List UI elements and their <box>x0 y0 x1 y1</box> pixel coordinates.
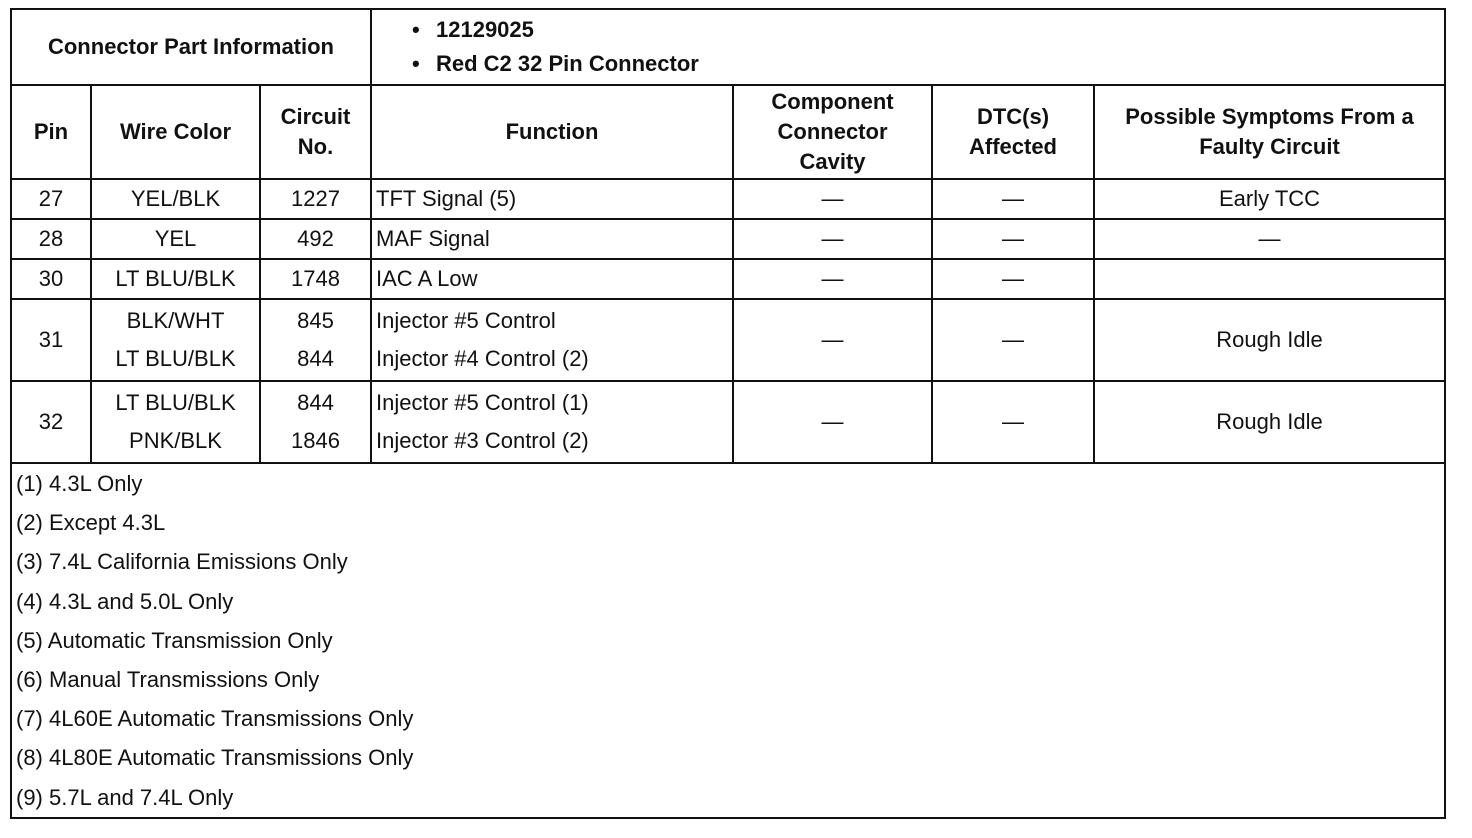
function-value: Injector #5 Control <box>376 308 556 333</box>
col-header-cavity-line1: Component <box>771 89 894 114</box>
symptoms-cell: Rough Idle <box>1094 381 1445 463</box>
col-header-pin: Pin <box>11 85 91 179</box>
connector-table-page <box>10 8 1444 819</box>
col-header-cavity <box>733 85 932 179</box>
connector-table <box>10 8 1446 819</box>
pin-cell: 32 <box>11 381 91 463</box>
circuit-cell: 492 <box>260 219 371 259</box>
connector-part-info-label: Connector Part Information <box>11 9 371 85</box>
circuit-value: 844 <box>297 390 334 415</box>
col-header-function: Function <box>371 85 733 179</box>
wire-color-value: LT BLU/BLK <box>115 390 236 415</box>
col-header-symptoms-line2: Faulty Circuit <box>1199 134 1340 159</box>
note-item: (2) Except 4.3L <box>16 510 166 536</box>
connector-description-line <box>412 47 1440 81</box>
symptoms-cell: — <box>1094 219 1445 259</box>
function-cell: MAF Signal <box>371 219 733 259</box>
symptoms-cell: Early TCC <box>1094 179 1445 219</box>
wire-color-cell: YEL <box>91 219 260 259</box>
col-header-circuit-line1: Circuit <box>280 104 351 129</box>
circuit-value: 845 <box>297 308 334 333</box>
part-number: 12129025 <box>436 17 534 42</box>
circuit-value: 844 <box>297 346 334 371</box>
note-item: (9) 5.7L and 7.4L Only <box>16 784 234 810</box>
col-header-symptoms <box>1094 85 1445 179</box>
wire-color-cell <box>91 299 260 381</box>
symptoms-cell: Rough Idle <box>1094 299 1445 381</box>
cavity-cell: — <box>733 299 932 381</box>
note-item: (6) Manual Transmissions Only <box>16 666 320 692</box>
function-cell: IAC A Low <box>371 259 733 299</box>
table-row <box>11 259 1445 299</box>
col-header-dtc-line2: Affected <box>968 134 1057 159</box>
note-item: (1) 4.3L Only <box>16 471 143 496</box>
dtc-cell: — <box>932 299 1094 381</box>
function-cell: TFT Signal (5) <box>371 179 733 219</box>
cavity-cell: — <box>733 219 932 259</box>
wire-color-value: LT BLU/BLK <box>115 346 236 371</box>
cavity-cell: — <box>733 179 932 219</box>
wire-color-value: PNK/BLK <box>129 428 222 453</box>
col-header-circuit-line2: No. <box>297 134 334 159</box>
notes-cell <box>11 463 1445 818</box>
wire-color-cell: YEL/BLK <box>91 179 260 219</box>
wire-color-cell: LT BLU/BLK <box>91 259 260 299</box>
circuit-value: 1846 <box>291 428 340 453</box>
part-number-line <box>412 13 1440 47</box>
bullet: • <box>412 17 420 42</box>
table-row <box>11 219 1445 259</box>
connector-description: Red C2 32 Pin Connector <box>436 51 699 76</box>
dtc-cell: — <box>932 219 1094 259</box>
cavity-cell: — <box>733 381 932 463</box>
note-item: (3) 7.4L California Emissions Only <box>16 549 348 575</box>
function-cell <box>371 299 733 381</box>
notes-row <box>11 463 1445 818</box>
function-value: Injector #5 Control (1) <box>376 390 589 415</box>
function-cell <box>371 381 733 463</box>
col-header-dtc <box>932 85 1094 179</box>
col-header-cavity-line3: Cavity <box>799 149 866 174</box>
part-info-row <box>11 9 1445 85</box>
note-item: (4) 4.3L and 5.0L Only <box>16 588 234 614</box>
dtc-cell: — <box>932 179 1094 219</box>
table-row <box>11 381 1445 463</box>
function-value: Injector #3 Control (2) <box>376 428 589 453</box>
column-header-row <box>11 85 1445 179</box>
connector-part-info-values <box>371 9 1445 85</box>
symptoms-cell <box>1094 259 1445 299</box>
circuit-cell: 1748 <box>260 259 371 299</box>
col-header-circuit-no <box>260 85 371 179</box>
note-item: (7) 4L60E Automatic Transmissions Only <box>16 706 414 732</box>
note-item: (5) Automatic Transmission Only <box>16 627 333 653</box>
table-row <box>11 179 1445 219</box>
circuit-cell <box>260 299 371 381</box>
wire-color-value: BLK/WHT <box>126 308 225 333</box>
dtc-cell: — <box>932 259 1094 299</box>
col-header-cavity-line2: Connector <box>777 119 888 144</box>
pin-cell: 30 <box>11 259 91 299</box>
circuit-cell <box>260 381 371 463</box>
pin-cell: 31 <box>11 299 91 381</box>
dtc-cell: — <box>932 381 1094 463</box>
col-header-symptoms-line1: Possible Symptoms From a <box>1125 104 1414 129</box>
wire-color-cell <box>91 381 260 463</box>
circuit-cell: 1227 <box>260 179 371 219</box>
pin-cell: 27 <box>11 179 91 219</box>
pin-cell: 28 <box>11 219 91 259</box>
function-value: Injector #4 Control (2) <box>376 346 589 371</box>
col-header-dtc-line1: DTC(s) <box>976 104 1050 129</box>
col-header-wire-color: Wire Color <box>91 85 260 179</box>
cavity-cell: — <box>733 259 932 299</box>
bullet: • <box>412 51 420 76</box>
table-row <box>11 299 1445 381</box>
note-item: (8) 4L80E Automatic Transmissions Only <box>16 745 414 771</box>
